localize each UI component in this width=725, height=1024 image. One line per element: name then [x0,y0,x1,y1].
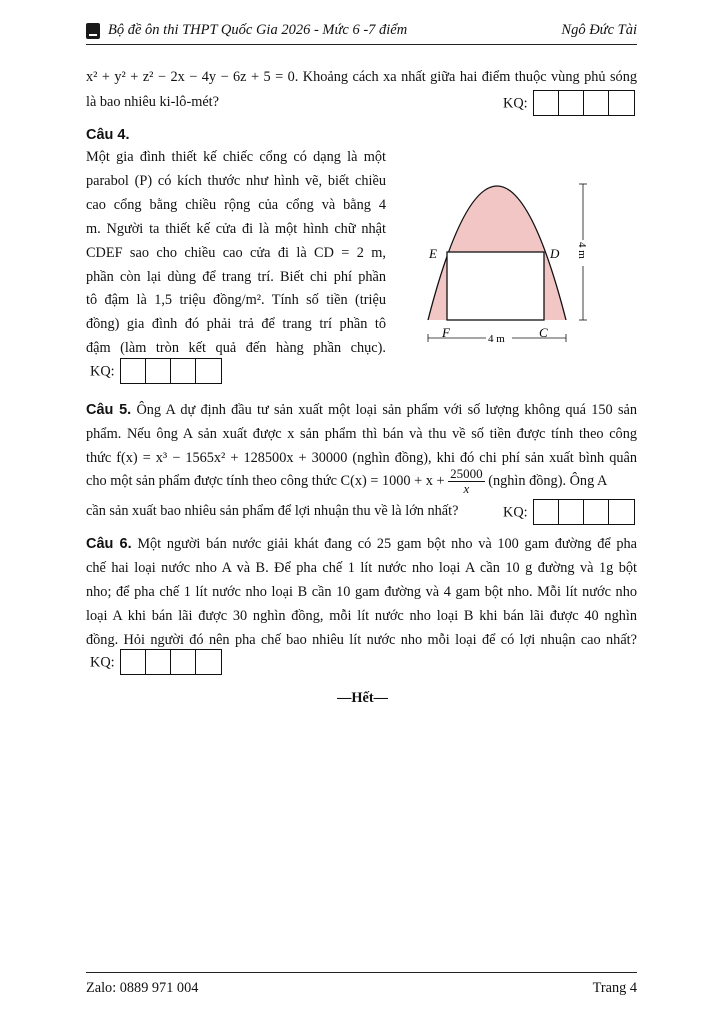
end-marker: —Hết— [337,690,388,706]
page-number: Trang 4 [592,980,637,996]
q5-heading: Câu 5. [86,402,132,418]
q4-line: m. Người ta thiết kế cửa đi là một hình chữ nhật [86,220,386,237]
q5-line-1: Câu 5. Ông A dự định đầu tư sản xuất một loại sản phẩm với số lượng không quá 150 sản [86,402,638,418]
q4-line: tô đậm là 1,5 triệu đồng/m². Tính số tiền (triệu [86,292,386,309]
q5-line-3: thức f(x) = x³ − 1565x² + 128500x + 30000 (nghìn đồng), khi đó chi phí sản xuất bình quân [86,450,637,466]
intro-line-2: là bao nhiêu ki-lô-mét? [86,94,219,110]
intro-answer [503,90,635,116]
height-label: 4 m [576,242,588,259]
q5-answer [503,499,635,525]
page-footer [86,972,637,996]
width-label: 4 m [488,333,505,345]
label-f: F [442,325,450,340]
kq-label: KQ: [503,504,528,521]
q4-heading: Câu 4. [86,127,130,143]
q6-answer [90,649,222,675]
q5-line-5: cần sản xuất bao nhiêu sản phẩm để lợi nhuận thu về là lớn nhất? [86,503,459,519]
fraction: $\frac{25000}{x}$ [450,466,483,497]
q5-line-2: phẩm. Nếu ông A sản xuất được x sản phẩm thì bán và thu về số tiền được tính theo công [86,426,637,442]
q4-heading-row [86,123,637,147]
header-title: Bộ đề ôn thi THPT Quốc Gia 2026 - Mức 6 -7 điểm [108,22,408,38]
answer-box[interactable] [533,90,635,116]
q4-line: đồng) gia đình đó phải trả để trang trí phần tô [86,316,386,333]
q4-line: parabol (P) có kích thước như hình vẽ, biết chiều [86,172,386,189]
q4-answer [90,358,222,384]
label-d: D [550,246,560,261]
page-header [86,20,637,45]
q6-heading: Câu 6. [86,536,132,552]
answer-box[interactable] [120,649,222,675]
q4-line: CDEF sao cho chiều cao cửa đi là CD = 2 m, [86,244,386,261]
book-icon [86,23,100,39]
q6-line-5: đồng. Hỏi người đó nên pha chế bao nhiêu lít nước nho mỗi loại để có lợi nhuận cao nhất? [86,632,637,648]
parabola-gate-figure [420,176,600,351]
q4-line: cao cổng bằng chiều rộng của cổng và bằng 4 [86,196,386,213]
q6-line-2: chế hai loại nước nho A và B. Để pha chế 1 lít nước nho loại A cần 10 g đường và 1g bột [86,560,637,576]
label-e: E [429,246,437,261]
q4-line: phần còn lại dùng để trang trí. Biết chi phí phần [86,268,386,285]
q4-text [86,146,386,361]
header-author: Ngô Đức Tài [561,22,637,38]
q6-line-1: Câu 6. Một người bán nước giải khát đang có 25 gam bột nho và 100 gam đường để pha [86,536,638,552]
intro-line-1: x² + y² + z² − 2x − 4y − 6z + 5 = 0. Khoảng cách xa nhất giữa hai điểm thuộc vùng phủ sóng [86,69,637,85]
kq-label: KQ: [503,95,528,112]
q4-line: Một gia đình thiết kế chiếc cổng có dạng là một [86,149,386,165]
kq-label: KQ: [90,654,115,671]
q5-line-4: cho một sản phẩm được tính theo công thức C(x) = 1000 + x + $\frac{25000}{x}$ (nghìn đồng). Ông A [86,466,608,497]
answer-box[interactable] [120,358,222,384]
q6-line-4: loại A khi bán lãi được 30 nghìn đồng, mỗi lít nước nho loại B khi bán lãi được 40 nghìn [86,608,637,624]
answer-box[interactable] [533,499,635,525]
q4-line: đậm (làm tròn kết quả đến hàng phần chục). [86,340,386,357]
door-rectangle [447,252,544,320]
kq-label: KQ: [90,363,115,380]
q6-line-3: nho; để pha chế 1 lít nước nho loại B cần 10 gam đường và 4 gam bột nho. Mỗi lít nước nho [86,584,637,600]
footer-contact: Zalo: 0889 971 004 [86,980,199,996]
label-c: C [539,325,548,340]
